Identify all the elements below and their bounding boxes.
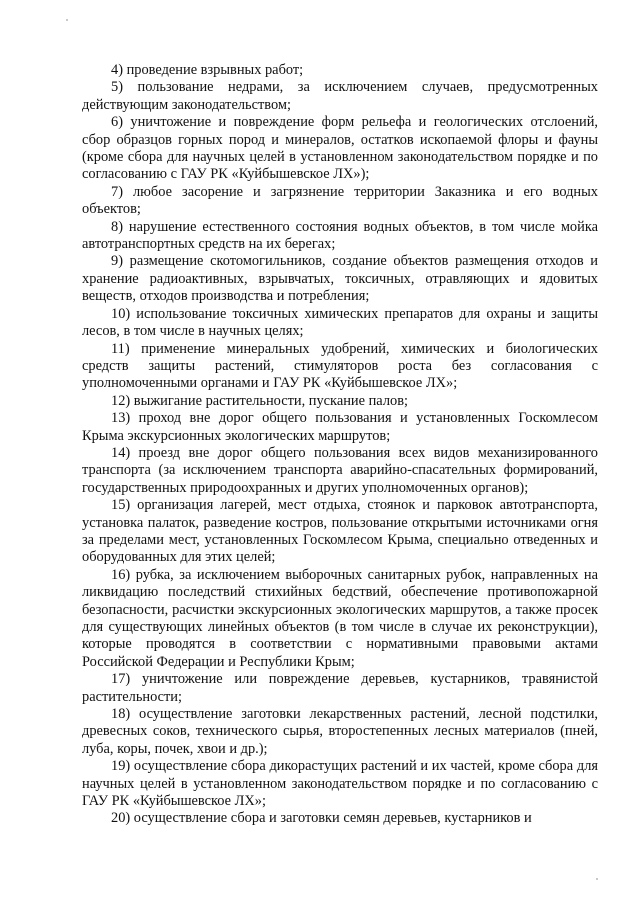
scan-speck [66,19,68,21]
paragraph-item-11: 11) применение минеральных удобрений, химических и биологических средств защиты растений, стимуляторов роста без согласования с уполномоченными органами и ГАУ РК «Куйбышевское ЛХ»; [82,340,598,392]
paragraph-item-17: 17) уничтожение или повреждение деревьев, кустарников, травянистой растительности; [82,671,598,705]
paragraph-item-20: 20) осуществление сбора и заготовки семян деревьев, кустарников и [111,810,532,827]
paragraph-item-4: 4) проведение взрывных работ; [111,62,304,78]
paragraph-item-14: 14) проезд вне дорог общего пользования всех видов механизированного транспорта (за исключением транспорта аварийно-спасательных формирований, государственных природоохранных и других уполномоченных органов); [82,444,598,496]
paragraph-item-6: 6) уничтожение и повреждение форм рельефа и геологических отслоений, сбор образцов горных пород и минералов, остатков ископаемой флоры и фауны (кроме сбора для научных целей в установленном законодательством порядке и по согласованию с ГАУ РК «Куйбышевское ЛХ»); [82,114,598,183]
paragraph-item-16: 16) рубка, за исключением выборочных санитарных рубок, направленных на ликвидацию последствий стихийных бедствий, обеспечение противопожарной безопасности, расчистки экскурсионных экологических маршрутов, а также просек для существующих линейных объектов (в том числе в случае их реконструкции), которые проводятся в соответствии с нормативными правовыми актами Российской Федерации и Республики Крым; [82,566,598,670]
paragraph-item-15: 15) организация лагерей, мест отдыха, стоянок и парковок автотранспорта, установка палаток, разведение костров, пользование открытыми источниками огня за пределами мест, установленных Госкомлесом Крыма, специально отведенных и оборудованных для этих целей; [82,497,598,566]
paragraph-item-7: 7) любое засорение и загрязнение территории Заказника и его водных объектов; [82,183,598,218]
paragraph-item-13: 13) проход вне дорог общего пользования и установленных Госкомлесом Крыма экскурсионных экологических маршрутов; [82,410,598,444]
paragraph-item-8: 8) нарушение естественного состояния водных объектов, в том числе мойка автотранспортных средств на их берегах; [82,218,598,253]
document-page [82,62,598,828]
paragraph-item-5: 5) пользование недрами, за исключением случаев, предусмотренных действующим законодательством; [82,79,598,113]
paragraph-item-19: 19) осуществление сбора дикорастущих растений и их частей, кроме сбора для научных целей в установленном законодательством порядке и по согласованию с ГАУ РК «Куйбышевское ЛХ»; [82,758,598,810]
scan-speck [596,878,598,880]
paragraph-item-18: 18) осуществление заготовки лекарственных растений, лесной подстилки, древесных соков, технического сырья, второстепенных лесных материалов (пней, луба, коры, почек, хвои и др.); [82,706,598,757]
paragraph-item-10: 10) использование токсичных химических препаратов для охраны и защиты лесов, в том числе в научных целях; [82,305,598,340]
paragraph-item-12: 12) выжигание растительности, пускание палов; [111,392,408,409]
paragraph-item-9: 9) размещение скотомогильников, создание объектов размещения отходов и хранение радиоактивных, взрывчатых, токсичных, отравляющих и ядовитых веществ, отходов производства и потребления; [82,253,598,305]
